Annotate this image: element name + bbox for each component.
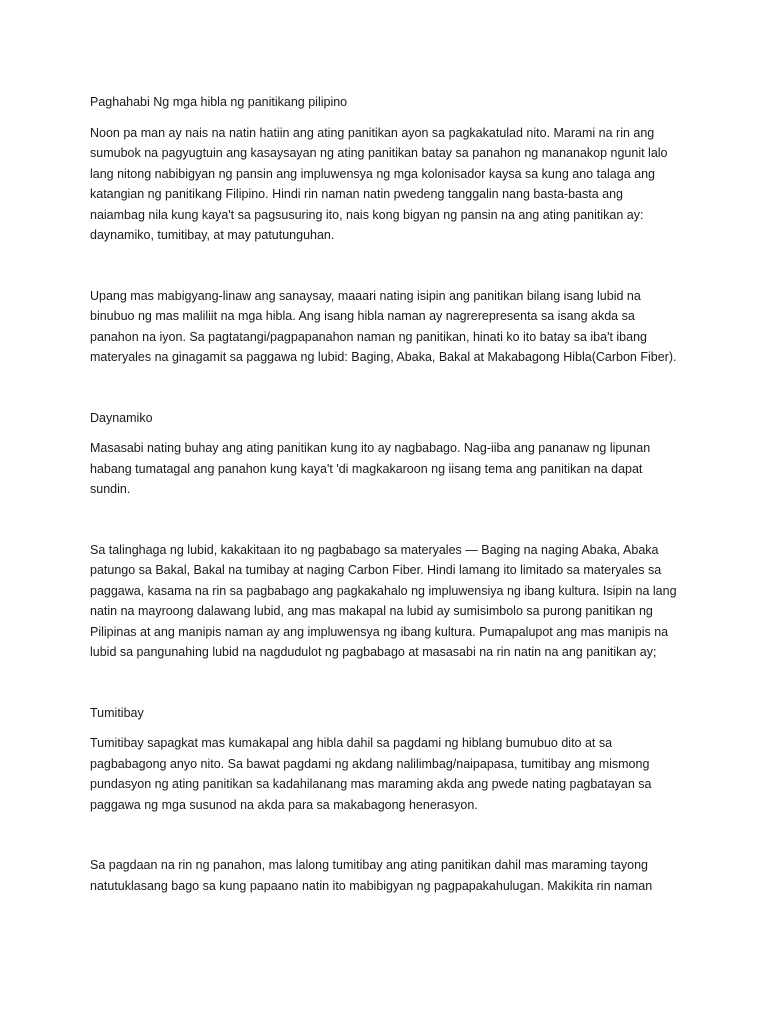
paragraph-intro: Noon pa man ay nais na natin hatiin ang ating panitikan ayon sa pagkakatulad nito. Marami na rin ang sumubok na pagyugtuin ang kasaysayan ng ating panitikan batay sa panahon ng mananakop ngunit lalo lang nitong nabibigyan ng pansin ang impluwensya ng mga kolonisador kaysa sa kung ano talaga ang katangian ng panitikang Filipino. Hindi rin naman natin pwedeng tanggalin nang basta-basta ang naiambag nila kung kaya't sa pagsusuring ito, nais kong bigyan ng pansin na ang ating panitikan ay: daynamiko, tumitibay, at may patutunguhan. (90, 125, 668, 242)
paragraph-lubid-metaphor: Upang mas mabigyang-linaw ang sanaysay, maaari nating isipin ang panitikan bilang isang lubid na binubuo ng mas maliliit na mga hibla. Ang isang hibla naman ay nagrerepresenta sa isang akda sa panahon na iyon. Sa pagtatangi/pagpapanahon naman ng panitikan, hinati ko ito batay sa iba't ibang materyales na ginagamit sa paggawa ng lubid: Baging, Abaka, Bakal at Makabagong Hibla(Carbon Fiber). (90, 288, 677, 364)
paragraph-talinghaga: Sa talinghaga ng lubid, kakakitaan ito ng pagbabago sa materyales — Baging na naging Abaka, Abaka patungo sa Bakal, Bakal na tumibay at naging Carbon Fiber. Hindi lamang ito limitado sa materyales sa paggawa, kasama na rin sa pagbabago ang pagkakahalo ng impluwensiya ng ibang kultura. Isipin na lang natin na mayroong dalawang lubid, ang mas makapal na lubid ay sumisimbolo sa purong panitikan ng Pilipinas at ang manipis naman ay ang impluwensya ng ibang kultura. Pumapalupot ang mas manipis na lubid sa pangunahing lubid na nagdudulot ng pagbabago at masasabi na rin natin na ang panitikan ay; (90, 542, 677, 659)
heading-tumitibay: Tumitibay (90, 705, 144, 720)
paragraph-pagdaan: Sa pagdaan na rin ng panahon, mas lalong tumitibay ang ating panitikan dahil mas maraming tayong natutuklasang bago sa kung papaano natin ito mabibigyan ng pagpapakahulugan. Makikita rin naman (90, 858, 653, 893)
heading-daynamiko: Daynamiko (90, 410, 153, 425)
document-body (90, 92, 680, 906)
paragraph-tumitibay: Tumitibay sapagkat mas kumakapal ang hibla dahil sa pagdami ng hiblang bumubuo dito at sa pagbabagong anyo nito. Sa bawat pagdami ng akdang nalilimbag/naipapasa, tumitibay ang mismong pundasyon ng ating panitikan sa kadahilanang mas maraming akda ang pwede nating pagbatayan sa paggawa ng mga susunod na akda para sa makabagong henerasyon. (90, 736, 652, 812)
paragraph-daynamiko: Masasabi nating buhay ang ating panitikan kung ito ay nagbabago. Nag-iiba ang pananaw ng lipunan habang tumatagal ang panahon kung kaya't 'di magkakaroon ng iisang tema ang panitikan na dapat sundin. (90, 441, 651, 496)
document-title: Paghahabi Ng mga hibla ng panitikang pilipino (90, 95, 348, 109)
